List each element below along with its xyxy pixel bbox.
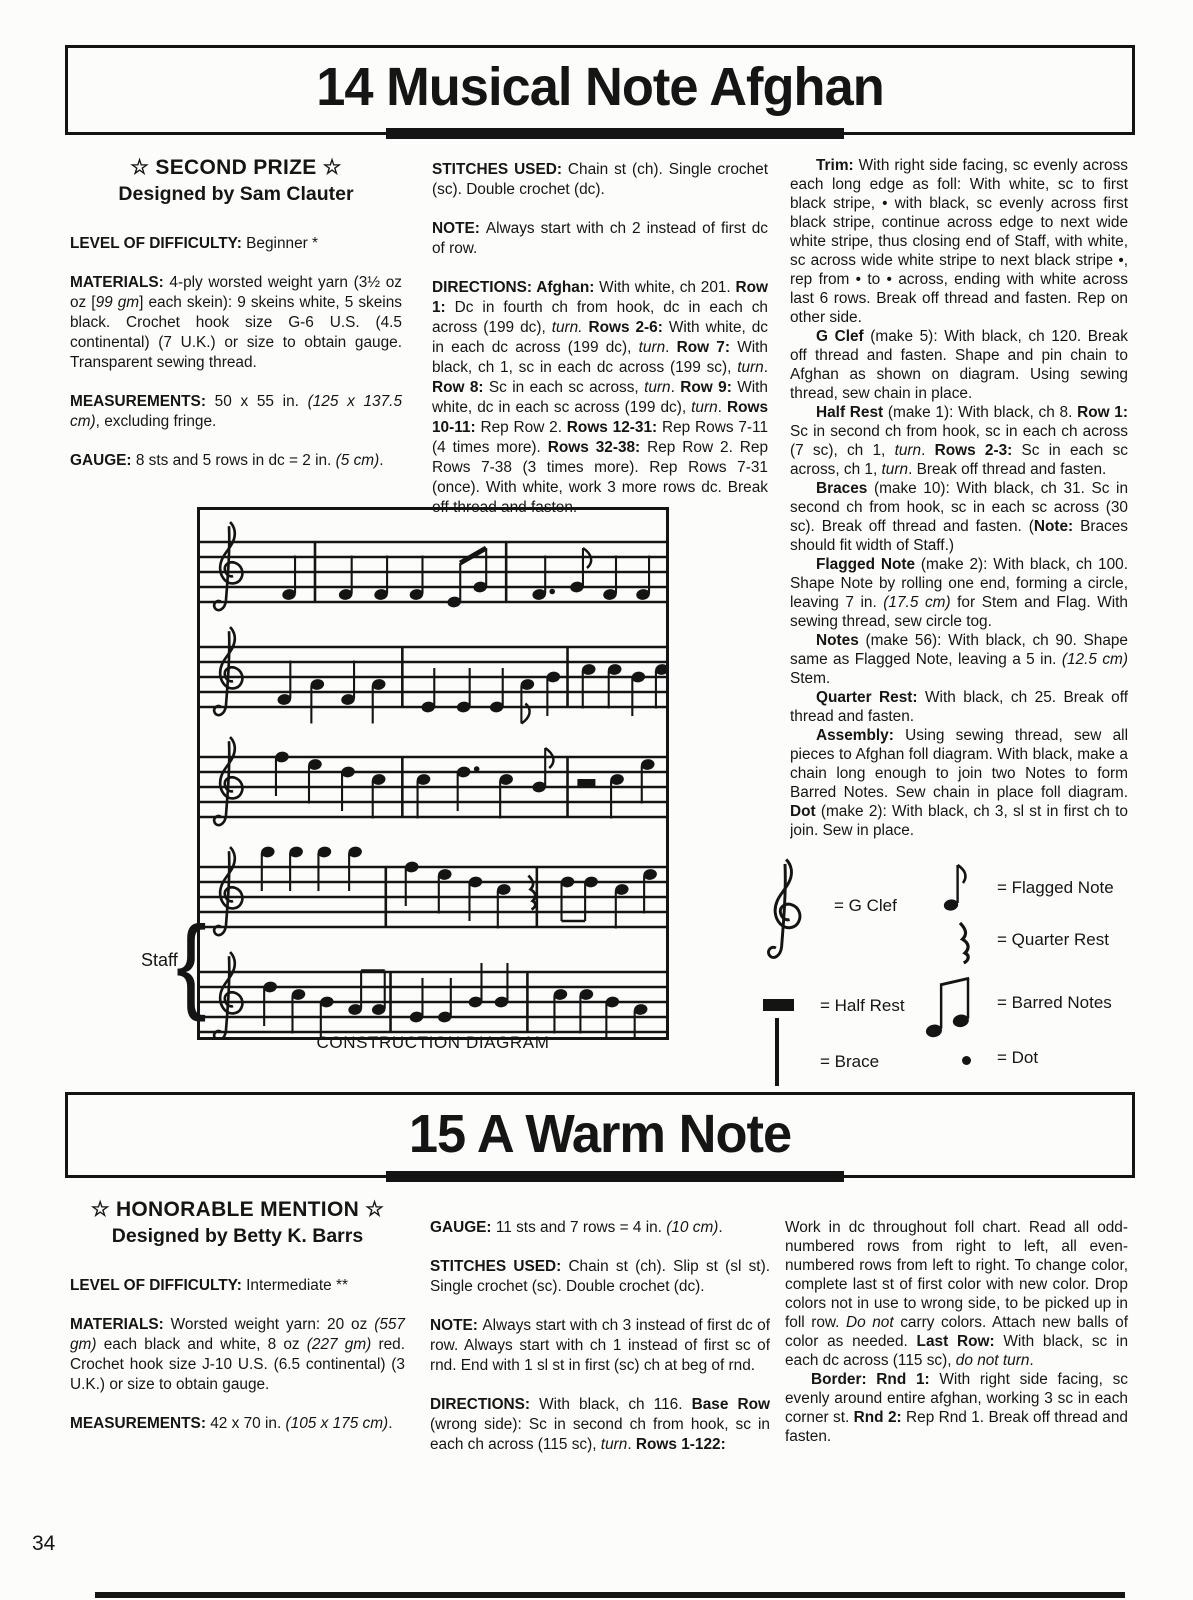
section-14-title-box	[65, 45, 1135, 135]
music-staff-diagram	[197, 507, 669, 1040]
designer-credit: Designed by Sam Clauter	[118, 183, 354, 205]
paragraph-gauge: GAUGE: 8 sts and 5 rows in dc = 2 in. (5 cm).	[70, 452, 384, 469]
title-underline-bar-2	[386, 1171, 844, 1182]
paragraph-half-rest: Half Rest (make 1): With black, ch 8. Row 1: Sc in second ch from hook, sc in each ch across (7 sc), ch 1, turn. Rows 2-3: Sc in each sc across, ch 1, turn. Break off thread and fasten.	[790, 404, 1128, 478]
brace-icon	[775, 1018, 779, 1086]
half-rest-icon	[763, 999, 794, 1011]
legend-brace-label: = Brace	[820, 1052, 880, 1071]
paragraph-g-clef: G Clef (make 5): With black, ch 120. Break off thread and fasten. Shape and pin chain to Afghan as shown on diagram. Using sewing thread, sew chain in place.	[790, 328, 1128, 402]
paragraph-stitches-15: STITCHES USED: Chain st (ch). Slip st (sl st). Single crochet (sc). Double crochet (dc).	[430, 1258, 770, 1295]
paragraph-directions-15: DIRECTIONS: With black, ch 116. Base Row (wrong side): Sc in second ch from hook, sc in each ch across (115 sc), turn. Rows 1-122:	[430, 1396, 770, 1453]
paragraph-flagged-note: Flagged Note (make 2): With black, ch 100. Shape Note by rolling one end, forming a circle, leaving 7 in. (17.5 cm) for Stem and Flag. With sewing thread, sew circle tog.	[790, 556, 1128, 630]
page-bottom-scan-edge	[95, 1592, 1125, 1598]
legend-barred-notes-label: = Barred Notes	[997, 993, 1112, 1012]
section-15-column-3	[785, 1218, 1128, 1518]
paragraph-stitches-used: STITCHES USED: Chain st (ch). Single crochet (sc). Double crochet (dc).	[432, 161, 768, 198]
page-number: 34	[32, 1532, 56, 1555]
designer-credit-15: Designed by Betty K. Barrs	[111, 1225, 364, 1247]
paragraph-measurements: MEASUREMENTS: 50 x 55 in. (125 x 137.5 cm), excluding fringe.	[70, 393, 403, 430]
paragraph-assembly: Assembly: Using sewing thread, sew all pieces to Afghan foll diagram. With black, make a chain long enough to join two Notes to form Barred Notes. Sew chain in place foll diagram. Dot (make 2): With black, ch 3, sl st in first ch to join. Sew in place.	[790, 727, 1128, 839]
paragraph-materials: MATERIALS: 4-ply worsted weight yarn (3½ oz oz [99 gm] each skein): 9 skeins white, 5 skeins black. Crochet hook size G-6 U.S. (4.5 continental) (7 U.K.) or size to obtain gauge. Transparent sewing thread.	[70, 274, 402, 371]
dot-icon	[962, 1056, 971, 1065]
paragraph-note-15: NOTE: Always start with ch 3 instead of first dc of row. Always start with ch 1 instead of first sc of rnd. End with 1 sl st in first (sc) ch at beg of rnd.	[430, 1317, 770, 1374]
prize-heading-15: ☆ HONORABLE MENTION ☆	[90, 1198, 385, 1221]
paragraph-notes: Notes (make 56): With black, ch 90. Shape same as Flagged Note, leaving a 5 in. (12.5 cm) Stem.	[790, 632, 1128, 687]
paragraph-difficulty-15: LEVEL OF DIFFICULTY: Intermediate **	[70, 1277, 348, 1294]
paragraph-materials-15: MATERIALS: Worsted weight yarn: 20 oz (557 gm) each black and white, 8 oz (227 gm) red. Crochet hook size J-10 U.S. (6.5 continental) (3 U.K.) or size to obtain gauge.	[70, 1316, 405, 1393]
section-15-column-1	[70, 1200, 405, 1490]
diagram-caption: CONSTRUCTION DIAGRAM	[316, 1033, 550, 1052]
construction-diagram	[197, 507, 669, 1040]
legend-flagged-note-label: = Flagged Note	[997, 878, 1114, 897]
staff-curly-brace: {	[176, 905, 207, 1023]
paragraph-quarter-rest: Quarter Rest: With black, ch 25. Break off thread and fasten.	[790, 689, 1128, 725]
paragraph-measurements-15: MEASUREMENTS: 42 x 70 in. (105 x 175 cm).	[70, 1415, 393, 1432]
section-15-column-2	[430, 1218, 770, 1498]
section-15-title: 15 A Warm Note	[408, 1104, 792, 1164]
prize-heading: ☆ SECOND PRIZE ☆	[130, 156, 342, 179]
barred-notes-icon	[925, 966, 981, 1042]
paragraph-border-15: Border: Rnd 1: With right side facing, sc evenly around entire afghan, working 3 sc in each corner st. Rnd 2: Rep Rnd 1. Break off thread and fasten.	[785, 1371, 1129, 1445]
paragraph-difficulty: LEVEL OF DIFFICULTY: Beginner *	[70, 235, 319, 252]
paragraph-note: NOTE: Always start with ch 2 instead of first dc of row.	[432, 220, 768, 257]
paragraph-trim: Trim: With right side facing, sc evenly across each long edge as foll: With white, sc to first black stripe, • with black, sc evenly across first black stripe, continue across edge to next wide white stripe, thus closing end of Staff, with white, sc across wide white stripe to next black stripe •, rep from • to • across, ending with white across last 6 rows. Break off thread and fasten. Rep on other side.	[790, 157, 1128, 326]
quarter-rest-icon	[955, 921, 975, 965]
legend-g-clef-label: = G Clef	[834, 896, 897, 915]
legend-dot-label: = Dot	[997, 1048, 1039, 1067]
legend-quarter-rest-label: = Quarter Rest	[997, 930, 1109, 949]
flagged-note-icon	[942, 856, 976, 914]
staff-label: Staff	[141, 950, 178, 970]
section-14-column-1	[70, 158, 402, 488]
section-14-column-3	[790, 156, 1128, 858]
paragraph-directions: DIRECTIONS: Afghan: With white, ch 201. Row 1: Dc in fourth ch from hook, dc in each ch across (199 dc), turn. Rows 2-6: With white, dc in each dc across (199 dc), turn. Row 7: With black, ch 1, sc in each dc across (199 sc), turn. Row 8: Sc in each sc across, turn. Row 9: With white, dc in each sc across (199 dc), turn. Rows 10-11: Rep Row 2. Rows 12-31: Rep Rows 7-11 (4 times more). Rows 32-38: Rep Row 2. Rep Rows 7-38 (3 times more). Rep Rows 7-31 (once). With white, work 3 more rows dc. Break off thread and fasten.	[432, 279, 769, 516]
title-underline-bar	[386, 128, 844, 139]
g-clef-icon	[756, 856, 814, 974]
paragraph-gauge-15: GAUGE: 11 sts and 7 rows = 4 in. (10 cm).	[430, 1219, 723, 1236]
legend-half-rest-label: = Half Rest	[820, 996, 905, 1015]
paragraph-braces: Braces (make 10): With black, ch 31. Sc in second ch from hook, sc in each sc across (30 sc). Break off thread and fasten. (Note: Braces should fit width of Staff.)	[790, 480, 1128, 554]
section-15-title-box	[65, 1092, 1135, 1178]
section-14-title: 14 Musical Note Afghan	[316, 57, 884, 117]
paragraph-chart-15: Work in dc throughout foll chart. Read all odd-numbered rows from right to left, all even-numbered rows from left to right. To change color, complete last st of first color with new color. Drop colors not in use to wrong side, to be picked up in foll row. Do not carry colors. Attach new balls of color as needed. Last Row: With black, sc in each dc across (115 sc), do not turn.	[785, 1219, 1128, 1369]
